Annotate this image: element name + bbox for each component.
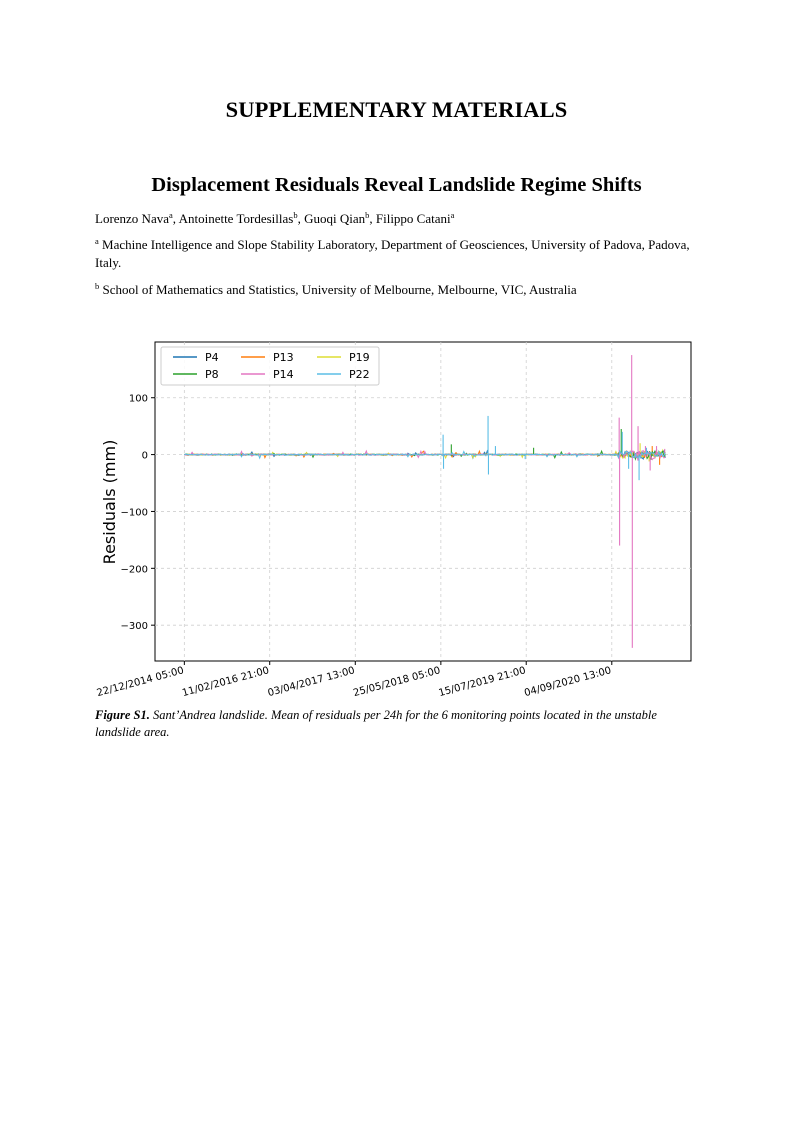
author-affiliation-mark: b [293,210,298,220]
affiliation-b [95,281,705,299]
affiliation-text: School of Mathematics and Statistics, University of Melbourne, Melbourne, VIC, Australia [102,282,577,297]
y-tick-label: 0 [141,450,148,462]
affiliation-mark: b [95,281,100,291]
y-axis-label: Residuals (mm) [100,439,119,565]
affiliation-text: Machine Intelligence and Slope Stability Laboratory, Department of Geosciences, University of Padova, Padova, Italy. [95,237,690,270]
legend-box [161,347,379,385]
legend-label-p14: P14 [273,368,294,381]
legend-label-p13: P13 [273,351,294,364]
author-affiliation-mark: b [365,210,370,220]
x-tick-label: 15/07/2019 21:00 [437,665,527,700]
author-name: Antoinette Tordesillas [178,211,294,226]
x-tick-label: 04/09/2020 13:00 [523,665,613,700]
x-tick-label: 03/04/2017 13:00 [266,665,357,700]
affiliation-a [95,236,705,272]
x-tick-label: 11/02/2016 21:00 [181,665,271,700]
y-tick-label: −300 [120,621,148,633]
legend-label-p22: P22 [349,368,370,381]
author-affiliation-mark: a [169,210,173,220]
affiliation-mark: a [95,236,99,246]
figure-caption [95,707,705,741]
y-tick-label: −100 [120,507,148,519]
supplementary-title: SUPPLEMENTARY MATERIALS [225,97,568,122]
caption-text: Sant’Andrea landslide. Mean of residuals per 24h for the 6 monitoring points located in the unstable landslide area. [95,708,657,739]
x-tick-label: 25/05/2018 05:00 [352,665,442,700]
x-tick-label: 22/12/2014 05:00 [95,665,186,700]
plot-area [155,342,691,661]
author-name: Lorenzo Nava [95,211,169,226]
residuals-chart [95,335,705,705]
chart-legend [161,347,379,385]
legend-label-p8: P8 [205,368,219,381]
legend-label-p19: P19 [349,351,370,364]
author-name: Guoqi Qian [304,211,366,226]
author-name: Filippo Catani [375,211,451,226]
paper-title: Displacement Residuals Reveal Landslide Regime Shifts [151,174,642,196]
author-list: Lorenzo Nava$^a$, Antoinette Tordesillas$^b$, Guoqi Qian$^b$, Filippo Catani$^a$ [95,210,455,226]
y-tick-label: 100 [128,393,148,405]
figure-label: Figure S1. [95,708,150,722]
legend-label-p4: P4 [205,351,219,364]
author-affiliation-mark: a [450,210,455,220]
y-tick-label: −200 [120,564,148,576]
